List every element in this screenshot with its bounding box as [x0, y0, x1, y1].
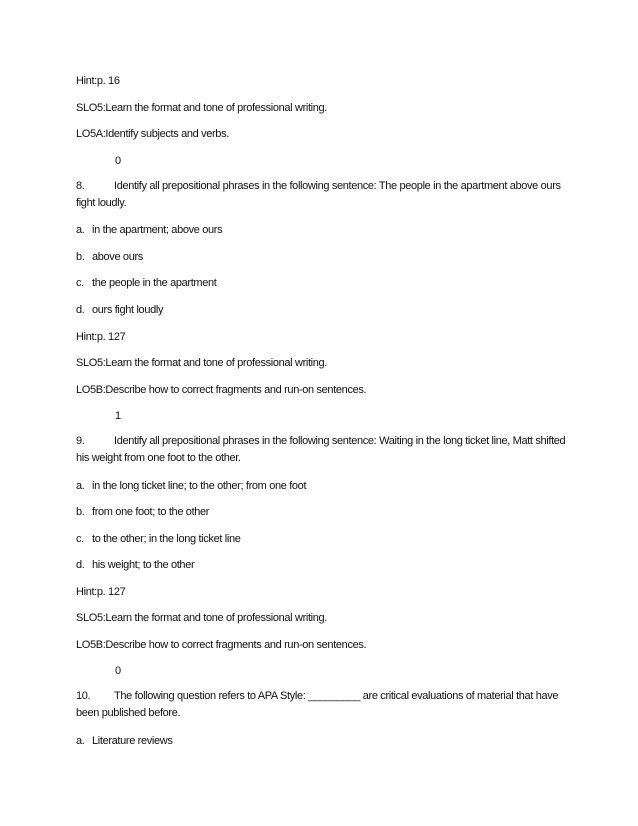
option-a: a. in the long ticket line; to the other; from one foot	[76, 480, 307, 492]
question-10	[76, 688, 566, 722]
option-c: c. the people in the apartment	[76, 277, 217, 289]
hint-line: Hint:p. 16	[76, 75, 120, 87]
option-b: b. from one foot; to the other	[76, 506, 210, 518]
slo-line: SLO5:Learn the format and tone of professional writing.	[76, 612, 328, 624]
lo-line: LO5B:Describe how to correct fragments and run-on sentences.	[76, 384, 367, 396]
question-text: The following question refers to APA Style: _________ are critical evaluations of material that have been published before.	[76, 690, 559, 719]
option-a: a. Literature reviews	[76, 735, 173, 747]
answer-value: 0	[115, 155, 121, 167]
question-text: Identify all prepositional phrases in the following sentence: Waiting in the long ticket line, Matt shifted his weight from one foot to the other.	[76, 435, 566, 464]
slo-line: SLO5:Learn the format and tone of professional writing.	[76, 357, 328, 369]
question-number: 8.	[76, 180, 85, 192]
question-8	[76, 178, 566, 212]
lo-line: LO5A:Identify subjects and verbs.	[76, 128, 229, 140]
lo-line: LO5B:Describe how to correct fragments and run-on sentences.	[76, 639, 367, 651]
hint-line: Hint:p. 127	[76, 586, 126, 598]
option-d: d. his weight; to the other	[76, 559, 195, 571]
hint-line: Hint:p. 127	[76, 331, 126, 343]
option-b: b. above ours	[76, 251, 143, 263]
question-text: Identify all prepositional phrases in the following sentence: The people in the apartment above ours fight loudly.	[76, 180, 561, 209]
option-d: d. ours fight loudly	[76, 304, 164, 316]
question-number: 9.	[76, 435, 85, 447]
option-a: a. in the apartment; above ours	[76, 224, 223, 236]
question-number: 10.	[76, 690, 91, 702]
option-c: c. to the other; in the long ticket line	[76, 533, 241, 545]
slo-line: SLO5:Learn the format and tone of professional writing.	[76, 102, 328, 114]
answer-value: 0	[115, 665, 121, 677]
answer-value: 1	[115, 410, 121, 422]
question-9	[76, 433, 566, 467]
